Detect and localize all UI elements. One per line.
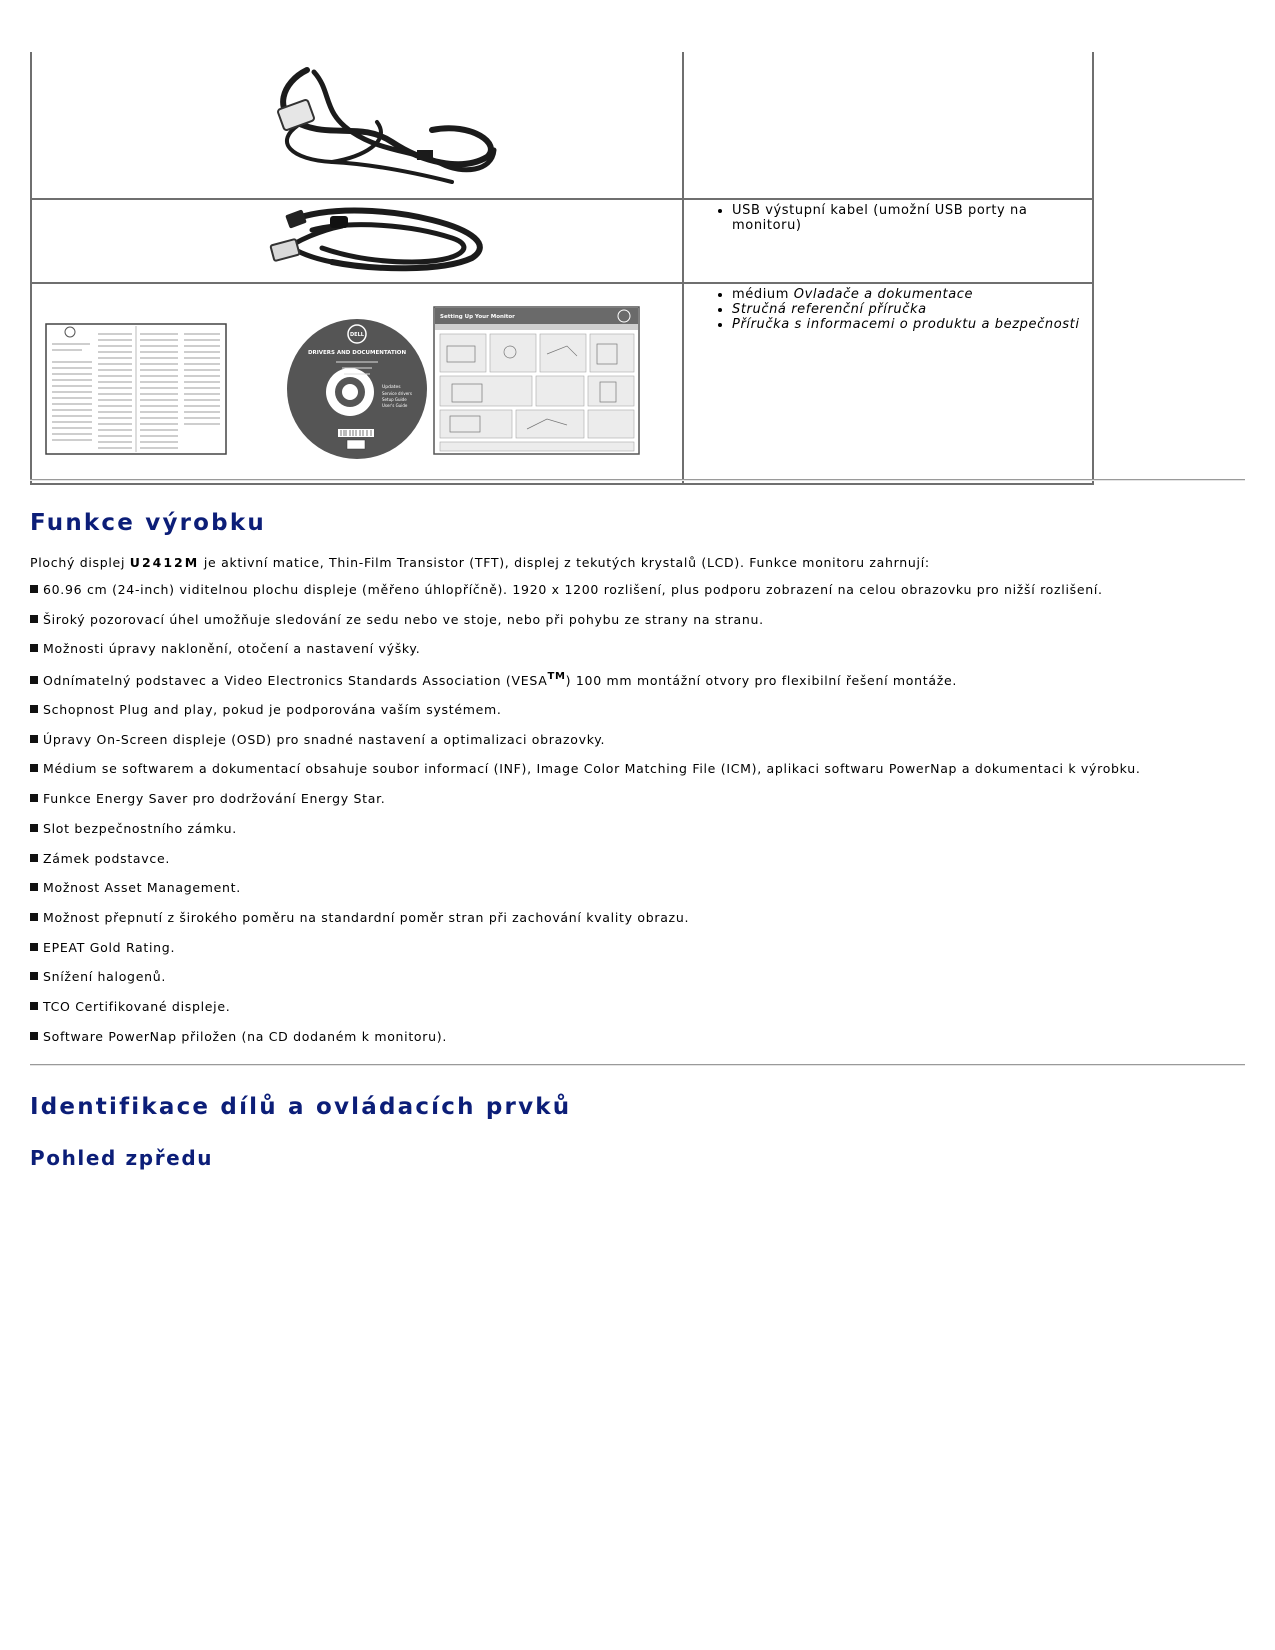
- feature-item: [30, 880, 1141, 910]
- feature-text: TCO Certifikované displeje.: [43, 998, 231, 1014]
- feature-item: [30, 702, 1141, 732]
- feature-text: Snížení halogenů.: [43, 969, 166, 985]
- image-cell: [31, 199, 683, 283]
- feature-text: Široký pozorovací úhel umožňuje sledování ze sedu nebo ve stoje, nebo při pohybu ze strany na stranu.: [43, 611, 764, 627]
- feature-item: [30, 671, 1141, 702]
- features-heading: Funkce výrobku: [30, 510, 266, 536]
- cd-item: Setup Guide: [382, 397, 407, 402]
- usb-cable-list: [684, 203, 1092, 233]
- feature-item: [30, 582, 1141, 612]
- image-cell: [31, 283, 683, 484]
- feature-text: Software PowerNap přiložen (na CD dodaném k monitoru).: [43, 1028, 447, 1044]
- feature-text: Odnímatelný podstavec a Video Electronics Standards Association (VESA: [43, 673, 548, 689]
- section-divider: [30, 1064, 1245, 1066]
- square-bullet-icon: [30, 1002, 38, 1010]
- cd-title: DRIVERS AND DOCUMENTATION: [307, 350, 407, 356]
- model-name: U2412M: [129, 555, 200, 570]
- feature-item: [30, 821, 1141, 851]
- feature-text: Možnosti úpravy naklonění, otočení a nastavení výšky.: [43, 641, 421, 657]
- parts-heading: Identifikace dílů a ovládacích prvků: [30, 1094, 572, 1120]
- list-item-title: Ovladače a dokumentace: [793, 287, 974, 302]
- list-item-prefix: médium: [732, 287, 794, 302]
- table-row: [31, 199, 1093, 283]
- text-cell: [683, 52, 1093, 199]
- feature-item: [30, 761, 1141, 791]
- feature-text: Možnost přepnutí z širokého poměru na standardní poměr stran při zachování kvality obrazu.: [43, 909, 690, 925]
- product-info-guide-image: [46, 324, 226, 454]
- package-contents-table: [30, 52, 1094, 485]
- feature-text: Úpravy On-Screen displeje (OSD) pro snadné nastavení a optimalizaci obrazovky.: [43, 731, 606, 747]
- square-bullet-icon: [30, 913, 38, 921]
- square-bullet-icon: [30, 615, 38, 623]
- square-bullet-icon: [30, 585, 38, 593]
- feature-text: Schopnost Plug and play, pokud je podporována vaším systémem.: [43, 702, 502, 718]
- feature-item: [30, 940, 1141, 970]
- square-bullet-icon: [30, 764, 38, 772]
- table-row: [31, 52, 1093, 199]
- feature-text: Médium se softwarem a dokumentací obsahuje soubor informací (INF), Image Color Matching File (ICM), aplikaci softwaru PowerNap a dokumentaci k výrobku.: [43, 761, 1141, 777]
- list-item: • Příručka s informacemi o produktu a bezpečnosti: [732, 317, 1092, 332]
- square-bullet-icon: [30, 943, 38, 951]
- square-bullet-icon: [30, 824, 38, 832]
- cd-updates-label: Updates: [382, 385, 401, 390]
- feature-item: [30, 641, 1141, 671]
- dvi-cable-image: [32, 52, 682, 194]
- feature-item: [30, 851, 1141, 881]
- qsg-title: Setting Up Your Monitor: [440, 314, 515, 320]
- feature-text: 60.96 cm (24-inch) viditelnou plochu displeje (měřeno úhlopříčně). 1920 x 1200 rozlišení, plus podporu zobrazení na celou obrazovku pro nižší rozlišení.: [43, 582, 1103, 597]
- square-bullet-icon: [30, 644, 38, 652]
- feature-item: [30, 732, 1141, 762]
- trademark-sup: TM: [547, 671, 566, 683]
- square-bullet-icon: [30, 972, 38, 980]
- feature-item: [30, 969, 1141, 999]
- section-divider: [30, 479, 1245, 481]
- features-intro: [30, 555, 930, 570]
- documentation-list: [684, 287, 1092, 332]
- feature-item: [30, 999, 1141, 1029]
- usb-cable-image: [32, 200, 682, 278]
- feature-item: [30, 910, 1141, 940]
- square-bullet-icon: [30, 794, 38, 802]
- text-cell: [683, 283, 1093, 484]
- list-item: • Stručná referenční příručka: [732, 302, 1092, 317]
- square-bullet-icon: [30, 705, 38, 713]
- square-bullet-icon: [30, 676, 38, 684]
- feature-item: [30, 612, 1141, 642]
- cd-item: User's Guide: [382, 403, 408, 408]
- table-row: [31, 283, 1093, 484]
- text-cell: [683, 199, 1093, 283]
- feature-text: Zámek podstavce.: [43, 850, 171, 866]
- intro-text: je aktivní matice, Thin-Film Transistor (TFT), displej z tekutých krystalů (LCD). Funkce monitoru zahrnují:: [199, 555, 930, 570]
- square-bullet-icon: [30, 883, 38, 891]
- square-bullet-icon: [30, 854, 38, 862]
- quick-setup-guide-image: [434, 307, 639, 454]
- svg-text:DELL: DELL: [350, 332, 364, 338]
- feature-text: ) 100 mm montážní otvory pro flexibilní řešení montáže.: [565, 673, 958, 689]
- feature-text: EPEAT Gold Rating.: [43, 939, 176, 955]
- drivers-cd-image: [287, 319, 427, 459]
- square-bullet-icon: [30, 1032, 38, 1040]
- square-bullet-icon: [30, 735, 38, 743]
- feature-item: [30, 791, 1141, 821]
- intro-text: Plochý displej: [30, 555, 130, 570]
- feature-text: Funkce Energy Saver pro dodržování Energy Star.: [43, 791, 386, 807]
- list-item: • USB výstupní kabel (umožní USB porty na monitoru): [732, 203, 1092, 233]
- list-item: [732, 287, 1092, 302]
- feature-text: Možnost Asset Management.: [43, 880, 241, 896]
- cd-item: Service drivers: [382, 391, 412, 396]
- front-view-subheading: Pohled zpředu: [30, 1146, 214, 1170]
- image-cell: [31, 52, 683, 199]
- documentation-set-image: [32, 284, 682, 479]
- feature-item: [30, 1029, 1141, 1059]
- features-list: [30, 582, 1141, 1058]
- feature-text: Slot bezpečnostního zámku.: [43, 820, 237, 836]
